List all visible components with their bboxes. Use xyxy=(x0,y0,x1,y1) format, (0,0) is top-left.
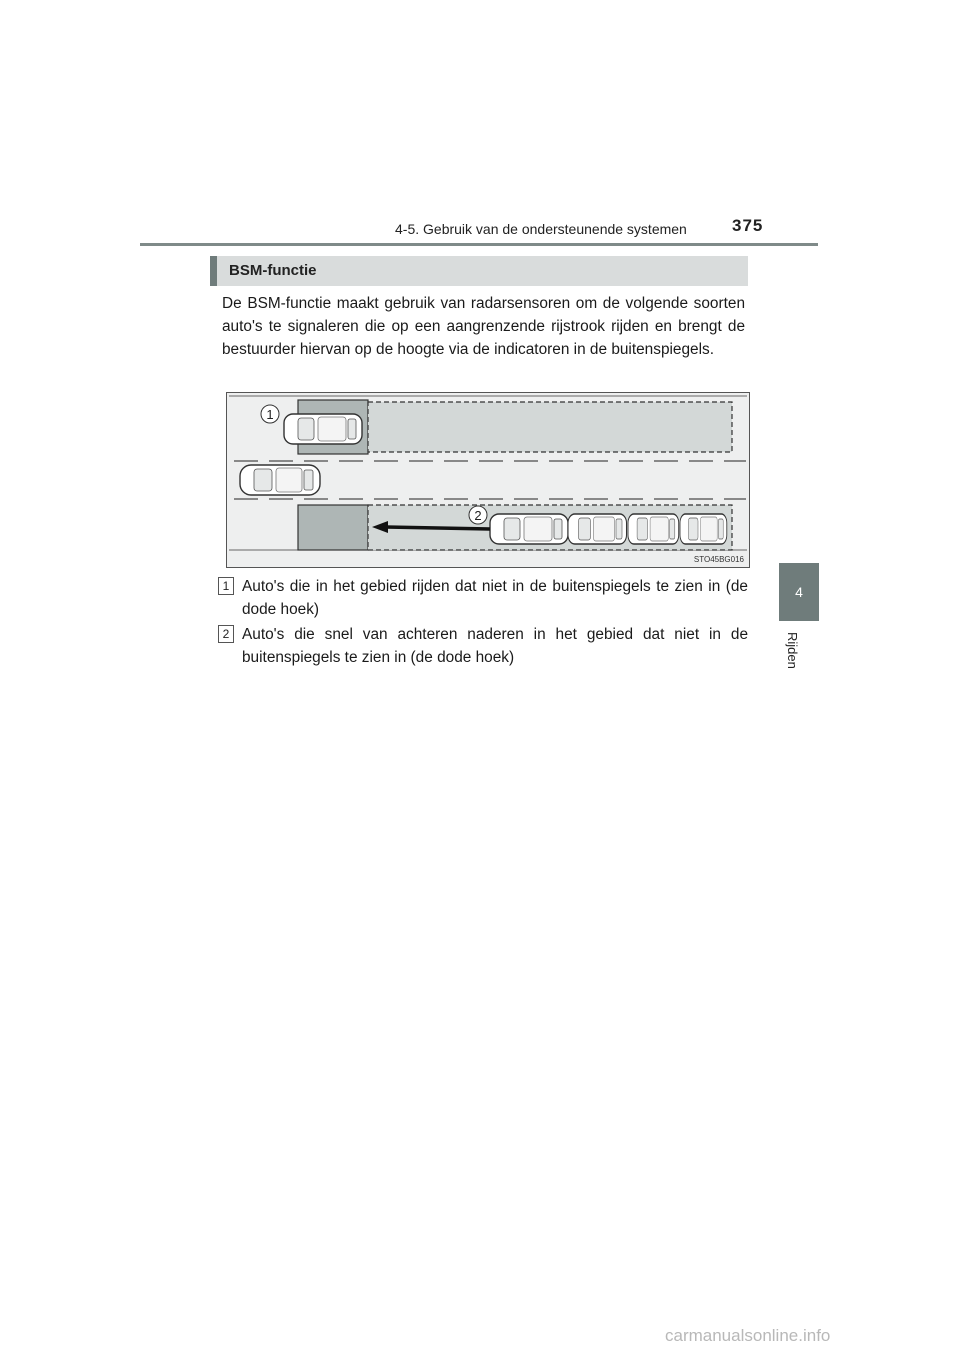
car-in-blind-spot xyxy=(284,414,362,444)
header-divider xyxy=(140,243,818,246)
callout-1-label: 1 xyxy=(266,407,274,422)
approaching-car-4 xyxy=(680,514,727,544)
list-item-1 xyxy=(218,575,748,621)
detection-zone-upper xyxy=(368,402,732,452)
blind-spot-zone-lower xyxy=(298,505,368,550)
callout-2-label: 2 xyxy=(474,508,482,523)
list-item-2 xyxy=(218,623,748,669)
own-vehicle xyxy=(240,465,320,495)
section-intro-paragraph: De BSM-functie maakt gebruik van radarsensoren om de volgende soorten auto's te signaleren die op een aangrenzende rijstrook rijden en brengt de bestuurder hiervan op de hoogte via de indicatoren in de buitenspiegels. xyxy=(222,295,745,358)
list-item-2-text: Auto's die snel van achteren naderen in het gebied dat niet in de buitenspiegels te zien in (de dode hoek) xyxy=(242,626,748,666)
approaching-car-3 xyxy=(628,514,679,544)
list-item-1-number: 1 xyxy=(218,577,234,595)
section-title: BSM-functie xyxy=(229,262,317,279)
figure-code: STO45BG016 xyxy=(693,555,744,564)
chapter-header-title: 4-5. Gebruik van de ondersteunende systemen xyxy=(395,221,687,237)
chapter-tab: 4 xyxy=(779,563,819,621)
list-item-2-number: 2 xyxy=(218,625,234,643)
watermark: carmanualsonline.info xyxy=(665,1326,831,1345)
section-header xyxy=(210,256,748,286)
approaching-car-1 xyxy=(490,514,568,544)
approach-arrow-shaft xyxy=(386,527,490,529)
chapter-side-label: Rijden xyxy=(785,632,800,669)
bsm-diagram xyxy=(226,392,750,568)
list-item-1-text: Auto's die in het gebied rijden dat niet in de buitenspiegels te zien in (de dode hoek) xyxy=(242,578,748,618)
approaching-car-2 xyxy=(568,514,627,544)
page-number: 375 xyxy=(732,216,764,235)
